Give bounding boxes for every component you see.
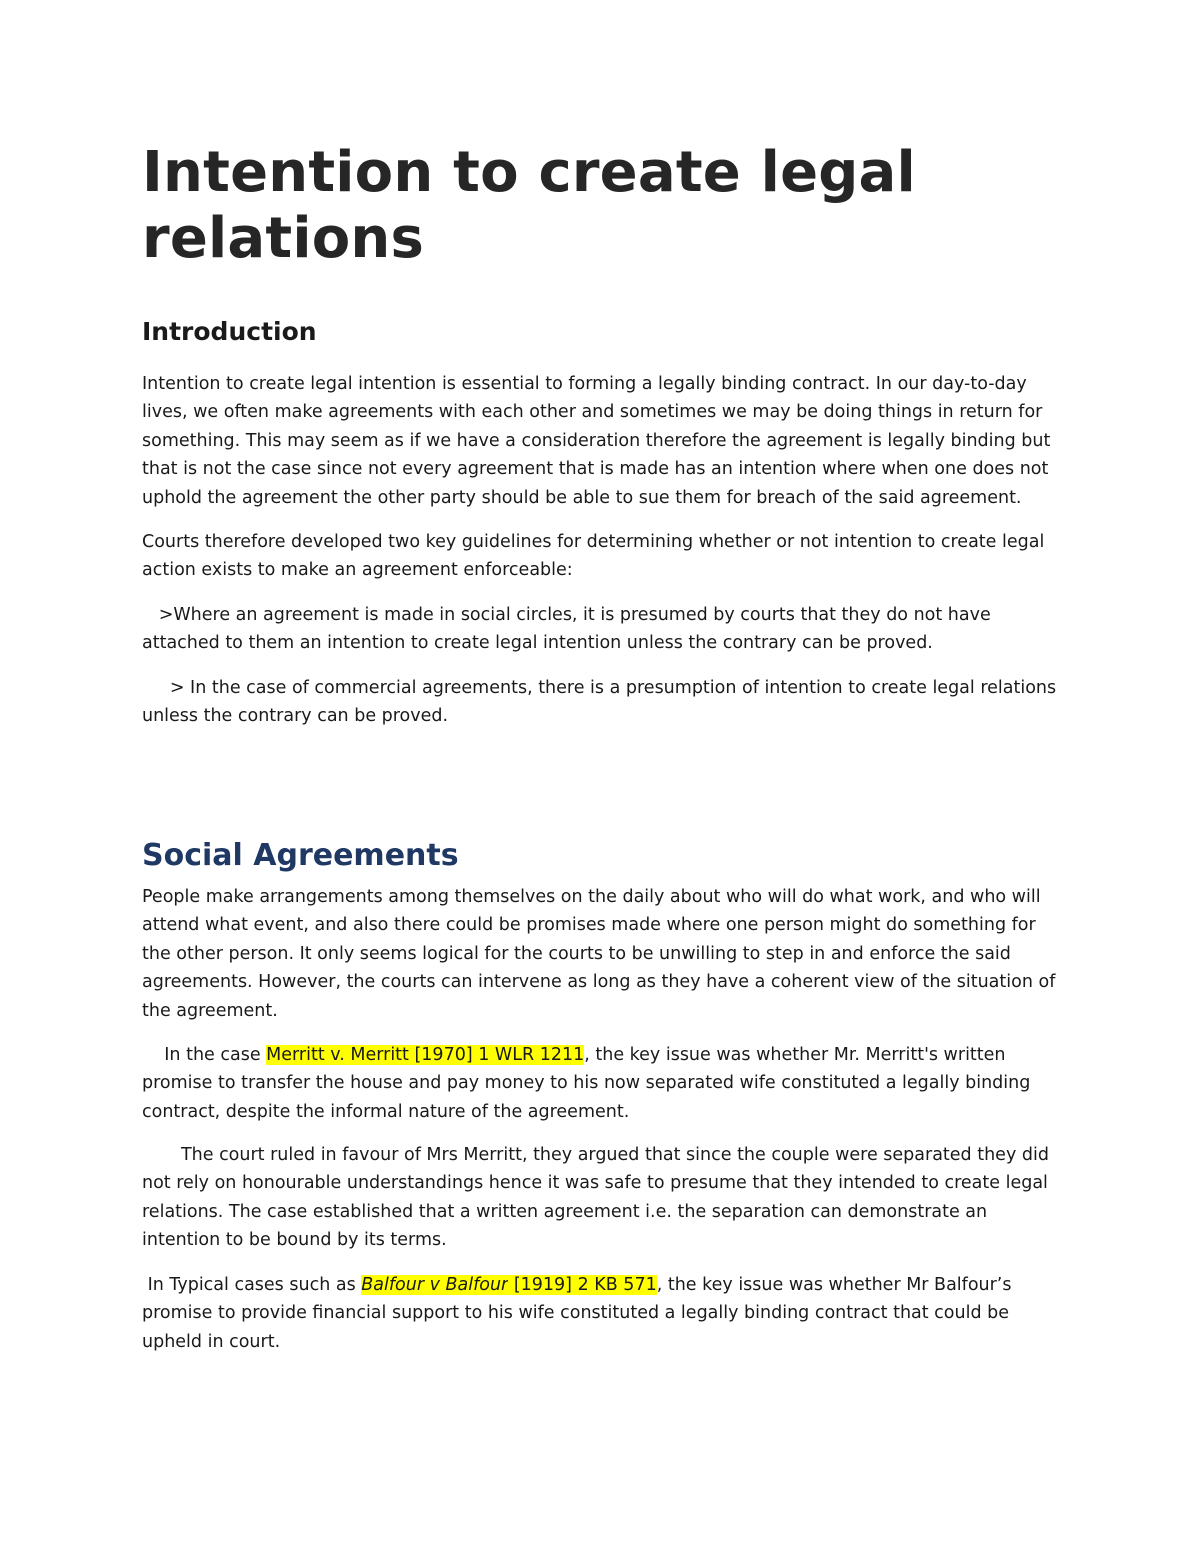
introduction-paragraph-2: Courts therefore developed two key guidelines for determining whether or not intention to create legal action exists to make an agreement enforceable: [142, 532, 1045, 581]
social-paragraph-1: People make arrangements among themselves on the daily about who will do what work, and who will attend what event, and also there could be promises made where one person might do something for the other person. It only seems logical for the courts to be unwilling to step in and enforce the said agreements. However, the courts can intervene as long as they have a coherent view of the situation of the agreement. [142, 887, 1056, 1021]
balfour-lead-text: In Typical cases such as [142, 1275, 362, 1295]
introduction-bullet-social: >Where an agreement is made in social circles, it is presumed by courts that they do not have attached to them an intention to create legal intention unless the contrary can be proved. [142, 605, 997, 654]
balfour-case-citation: [1919] 2 KB 571 [508, 1275, 657, 1295]
social-agreements-heading: Social Agreements [142, 838, 459, 873]
introduction-paragraph-1: Intention to create legal intention is essential to forming a legally binding contract. In our day-to-day lives, we often make agreements with each other and sometimes we may be doing things in return for something. This may seem as if we have a consideration therefore the agreement is legally binding but that is not the case since not every agreement that is made has an intention where when one does not uphold the agreement the other party should be able to sue them for breach of the said agreement. [142, 374, 1051, 508]
merritt-lead-text: In the case [142, 1045, 267, 1065]
document-title: Intention to create legal relations [142, 140, 916, 271]
introduction-bullet-commercial: > In the case of commercial agreements, there is a presumption of intention to create legal relations unless the contrary can be proved. [142, 678, 1062, 727]
merritt-paragraph [142, 1041, 1062, 1126]
merritt-rest-text: , the key issue was whether Mr. Merritt's written promise to transfer the house and pay money to his now separated wife constituted a legally binding contract, despite the informal nature of the agreement. [142, 1045, 1036, 1122]
balfour-case-name: Balfour v Balfour [361, 1275, 509, 1295]
introduction-heading: Introduction [142, 317, 317, 346]
balfour-paragraph [142, 1271, 1062, 1356]
social-paragraph-3: The court ruled in favour of Mrs Merritt, they argued that since the couple were separated they did not rely on honourable understandings hence it was safe to presume that they intended to create legal relations. The case established that a written agreement i.e. the separation can demonstrate an intention to be bound by its terms. [142, 1145, 1055, 1251]
balfour-rest-text: , the key issue was whether Mr Balfour’s promise to provide financial support to his wife constituted a legally binding contract that could be upheld in court. [142, 1275, 1018, 1352]
merritt-case-citation: Merritt v. Merritt [1970] 1 WLR 1211 [266, 1045, 585, 1065]
